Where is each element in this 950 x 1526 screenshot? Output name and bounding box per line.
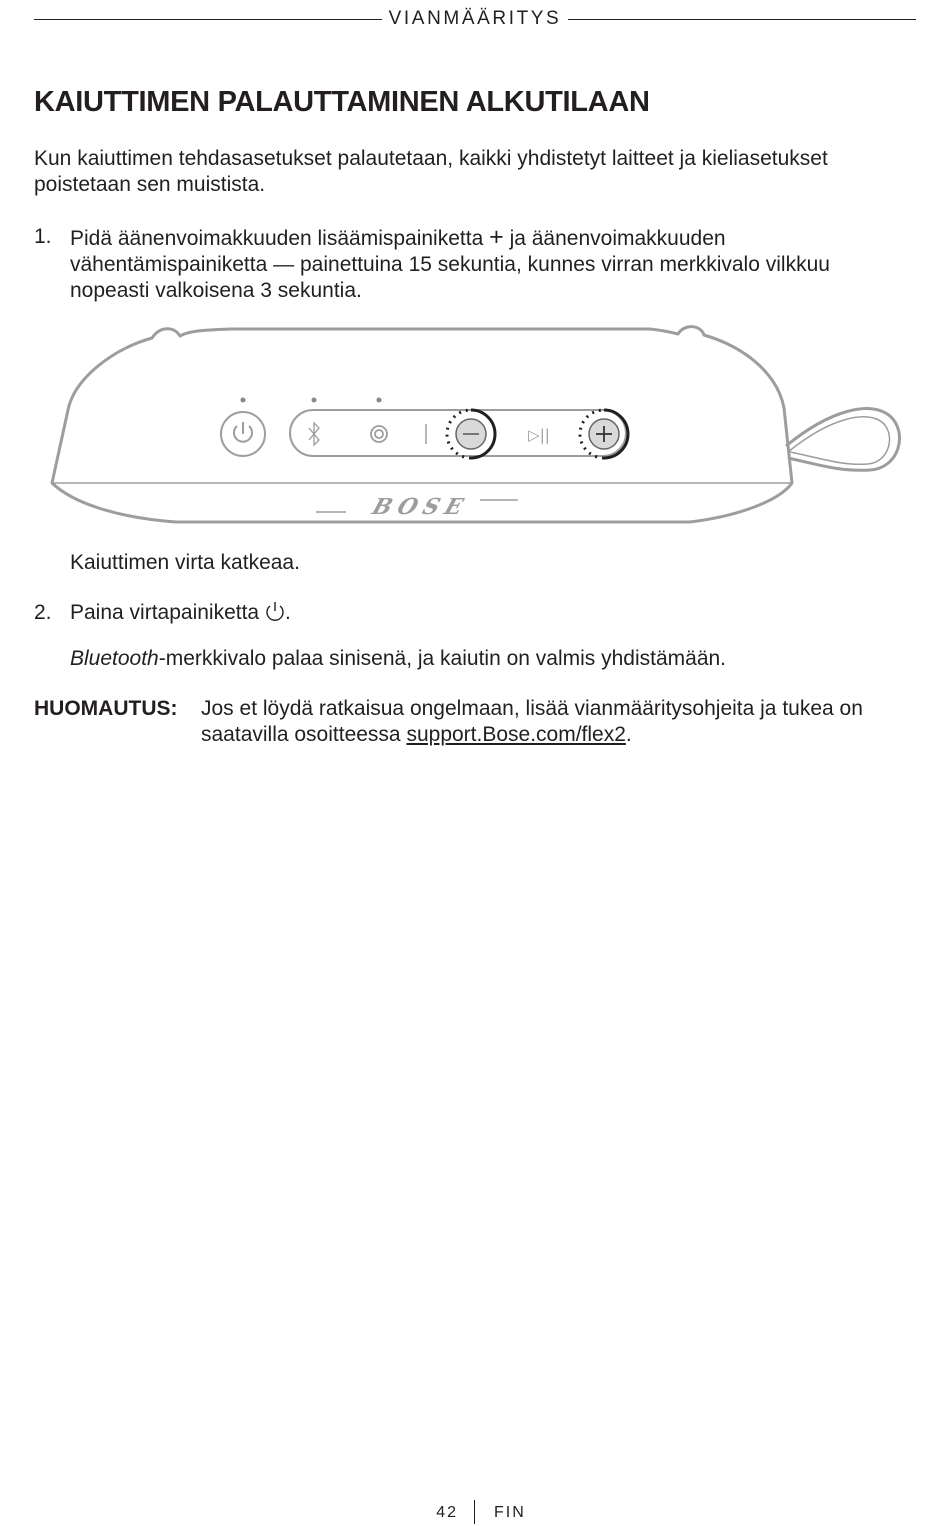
intro-paragraph: Kun kaiuttimen tehdasasetukset palautetaan, kaikki yhdistetyt laitteet ja kieliasetukset poistetaan sen muistista. xyxy=(34,147,828,196)
step-2-result xyxy=(70,646,930,672)
play-pause-icon: ▷|| xyxy=(528,426,550,444)
speaker-illustration xyxy=(40,318,910,533)
step-1-text-a: Pidä äänenvoimakkuuden lisäämispainiketta xyxy=(70,227,484,250)
header-rule-right xyxy=(568,19,916,20)
step-2-result-rest: -merkkivalo palaa sinisenä, ja kaiutin on valmis yhdistämään. xyxy=(158,647,727,670)
header-rule-left xyxy=(34,19,382,20)
bluetooth-word: Bluetooth xyxy=(70,647,159,670)
step-1-text xyxy=(70,224,900,304)
page-footer xyxy=(0,1500,950,1526)
step-2-text xyxy=(70,600,291,626)
power-button xyxy=(221,412,265,456)
step-2-number: 2. xyxy=(34,601,52,624)
step-1-result: Kaiuttimen virta katkeaa. xyxy=(70,551,300,574)
page-title: KAIUTTIMEN PALAUTTAMINEN ALKUTILAAN xyxy=(34,86,650,118)
language-code: FIN xyxy=(494,1504,526,1521)
brand-logo: BOSE xyxy=(369,494,473,520)
plus-symbol: + xyxy=(489,223,504,251)
minus-symbol: — xyxy=(273,253,295,276)
note-body: Jos et löydä ratkaisua ongelmaan, lisää vianmääritysohjeita ja tukea on saatavilla osoitteessa xyxy=(201,697,863,746)
step-1-text-b: ja äänenvoimakkuuden vähentämispainiketta xyxy=(70,227,726,276)
power-icon xyxy=(265,600,285,622)
strap-loop-inner xyxy=(788,417,890,465)
bluetooth-icon xyxy=(309,423,319,445)
note-end: . xyxy=(625,723,632,746)
step-2-label: Paina virtapainiketta xyxy=(70,601,260,624)
shortcut-indicator-dot xyxy=(377,398,382,403)
step-1-number: 1. xyxy=(34,225,52,248)
volume-down-button xyxy=(447,410,495,458)
page-header xyxy=(34,6,916,34)
support-link[interactable]: support.Bose.com/flex2 xyxy=(406,723,626,746)
note-text xyxy=(201,696,901,748)
page-number: 42 xyxy=(436,1504,458,1521)
bluetooth-indicator-dot xyxy=(312,398,317,403)
step-1-text-c: painettuina 15 sekuntia, kunnes virran merkkivalo vilkkuu nopeasti valkoisena 3 sekuntia. xyxy=(70,253,830,302)
note-label: HUOMAUTUS: xyxy=(34,697,178,720)
strap-loop xyxy=(786,409,900,471)
footer-separator xyxy=(474,1500,475,1524)
section-title: VIANMÄÄRITYS xyxy=(388,8,562,29)
shortcut-icon xyxy=(371,426,387,442)
volume-up-button xyxy=(580,410,628,458)
power-indicator-dot xyxy=(241,398,246,403)
step-2-end: . xyxy=(284,601,291,624)
speaker-body-outline xyxy=(52,327,792,522)
